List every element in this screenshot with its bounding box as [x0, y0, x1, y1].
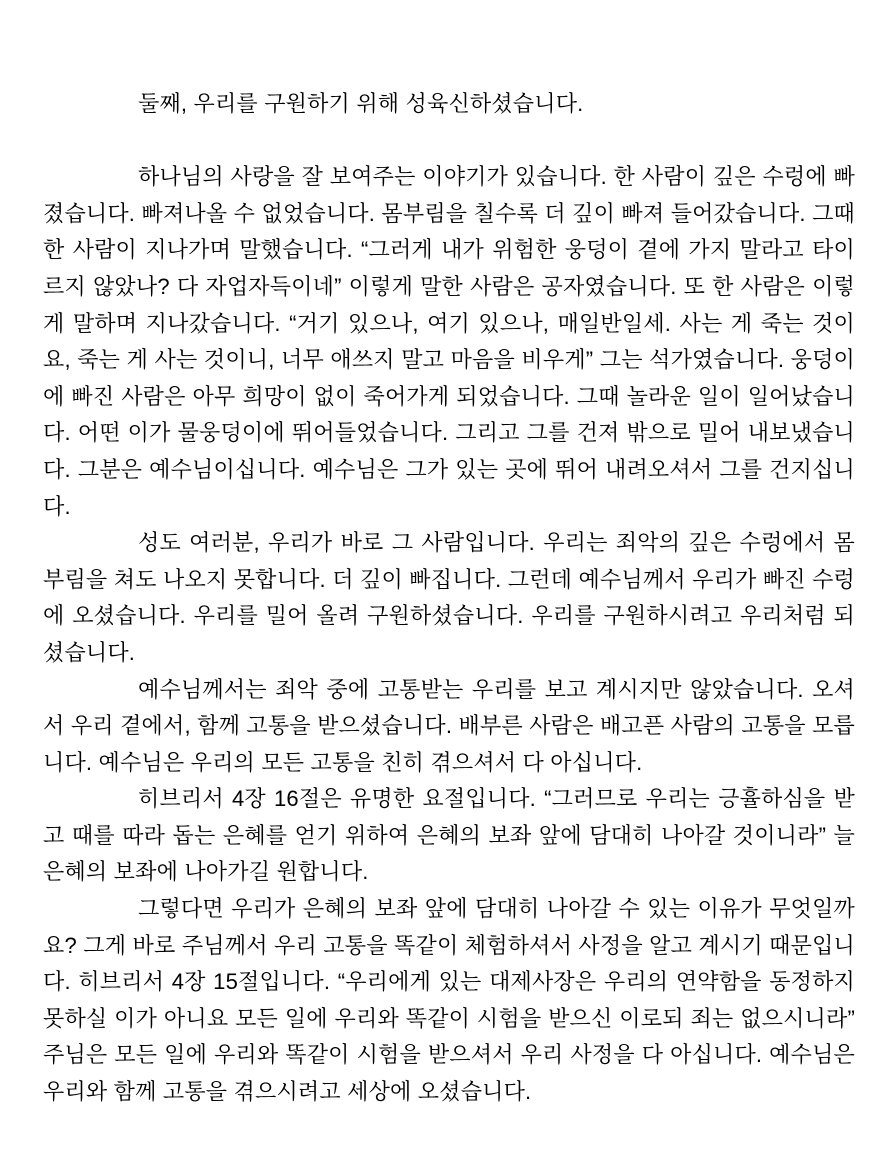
paragraph-application: 성도 여러분, 우리가 바로 그 사람입니다. 우리는 죄악의 깊은 수렁에서 몸부림을 쳐도 나오지 못합니다. 더 깊이 빠집니다. 그런데 예수님께서 우리가 빠진 수렁에 오셨습니다. 우리를 밀어 올려 구원하셨습니다. 우리를 구원하시려고 우리처럼 되셨습니다. — [43, 530, 855, 665]
paragraph-hebrews-4-15: 그렇다면 우리가 은혜의 보좌 앞에 담대히 나아갈 수 있는 이유가 무엇일까요? 그게 바로 주님께서 우리 고통을 똑같이 체험하셔서 사정을 알고 계시기 때문입니다. 히브리서 4장 15절입니다. “우리에게 있는 대제사장은 우리의 연약함을 동정하지 못하실 이가 아니요 모든 일에 우리와 똑같이 시험을 받으신 이로되 죄는 없으시니라” 주님은 모든 일에 우리와 똑같이 시험을 받으셔서 우리 사정을 다 아십니다. 예수님은 우리와 함께 고통을 겪으시려고 세상에 오셨습니다. — [43, 896, 855, 1105]
paragraph-story: 하나님의 사랑을 잘 보여주는 이야기가 있습니다. 한 사람이 깊은 수렁에 빠졌습니다. 빠져나올 수 없었습니다. 몸부림을 칠수록 더 깊이 빠져 들어갔습니다. 그때 한 사람이 지나가며 말했습니다. “그러게 내가 위험한 웅덩이 곁에 가지 말라고 타이르지 않았나? 다 자업자득이네” 이렇게 말한 사람은 공자였습니다. 또 한 사람은 이렇게 말하며 지나갔습니다. “거기 있으나, 여기 있으나, 매일반일세. 사는 게 죽는 것이요, 죽는 게 사는 것이니, 너무 애쓰지 말고 마음을 비우게” 그는 석가였습니다. 웅덩이에 빠진 사람은 아무 희망이 없이 죽어가게 되었습니다. 그때 놀라운 일이 일어났습니다. 어떤 이가 물웅덩이에 뛰어들었습니다. 그리고 그를 건져 밖으로 밀어 내보냈습니다. 그분은 예수님이십니다. 예수님은 그가 있는 곳에 뛰어 내려오셔서 그를 건지십니다. — [43, 164, 855, 519]
paragraph-hebrews-4-16: 히브리서 4장 16절은 유명한 요절입니다. “그러므로 우리는 긍휼하심을 받고 때를 따라 돕는 은혜를 얻기 위하여 은혜의 보좌 앞에 담대히 나아갈 것이니라” 늘 은혜의 보좌에 나아가길 원합니다. — [43, 786, 855, 885]
paragraph-suffering: 예수님께서는 죄악 중에 고통받는 우리를 보고 계시지만 않았습니다. 오셔서 우리 곁에서, 함께 고통을 받으셨습니다. 배부른 사람은 배고픈 사람의 고통을 모릅니다. 예수님은 우리의 모든 고통을 친히 겪으셔서 다 아십니다. — [43, 676, 855, 775]
heading-sentence: 둘째, 우리를 구원하기 위해 성육신하셨습니다. — [138, 91, 584, 116]
